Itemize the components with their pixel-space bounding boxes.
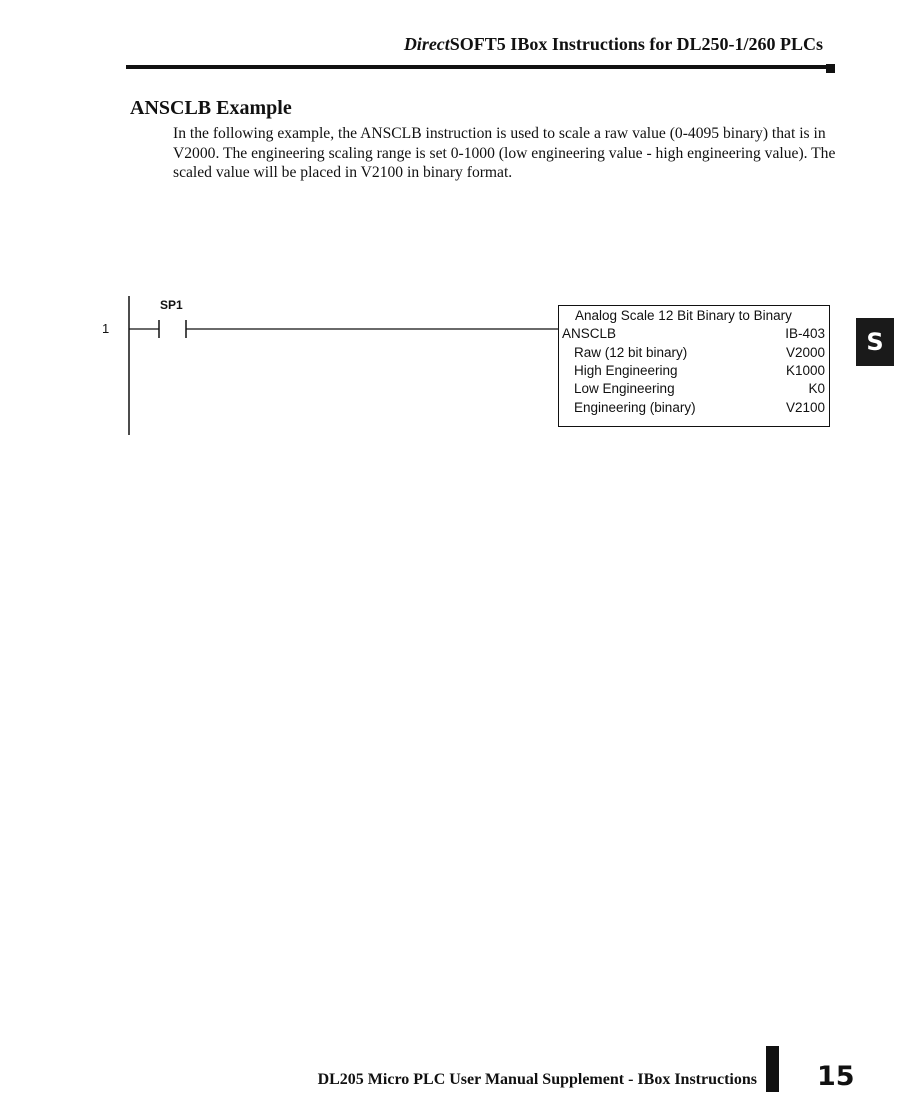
ibox-param-row (559, 400, 825, 418)
ibox-title: Analog Scale 12 Bit Binary to Binary (575, 308, 792, 323)
ibox-param-label: Low Engineering (574, 381, 675, 396)
ibox-param-label: Raw (12 bit binary) (574, 345, 688, 360)
ibox-param-row (559, 363, 825, 381)
footer-bar (766, 1046, 779, 1092)
header-brand: Direct (403, 34, 450, 54)
section-tab-letter: S (866, 328, 884, 356)
section-body: In the following example, the ANSCLB instruction is used to scale a raw value (0-4095 binary) that is in V2000. The engineering scaling range is set 0-1000 (low engineering value - high engineering value). The scaled value will be placed in V2100 in binary format. (173, 125, 836, 181)
ibox-param-value: K1000 (785, 363, 825, 378)
footer-text: DL205 Micro PLC User Manual Supplement - IBox Instructions (317, 1071, 757, 1088)
page-number: 15 (817, 1061, 855, 1092)
ibox-name-row (559, 326, 825, 344)
ibox-param-row (559, 381, 825, 399)
rung-number: 1 (102, 321, 110, 336)
ibox-param-label: Engineering (binary) (574, 400, 696, 415)
ibox-param-row (559, 345, 825, 363)
ibox-param-value: V2100 (785, 400, 825, 415)
contact-label: SP1 (160, 298, 183, 312)
ibox-block (558, 305, 830, 427)
ibox-id: IB-403 (785, 326, 825, 341)
section-heading: ANSCLB Example (130, 97, 292, 119)
ibox-param-value: V2000 (785, 345, 825, 360)
header-title-text: SOFT5 IBox Instructions for DL250-1/260 PLCs (449, 34, 823, 54)
ibox-param-value: K0 (808, 381, 825, 396)
ibox-name: ANSCLB (562, 326, 617, 341)
ibox-param-label: High Engineering (574, 363, 678, 378)
